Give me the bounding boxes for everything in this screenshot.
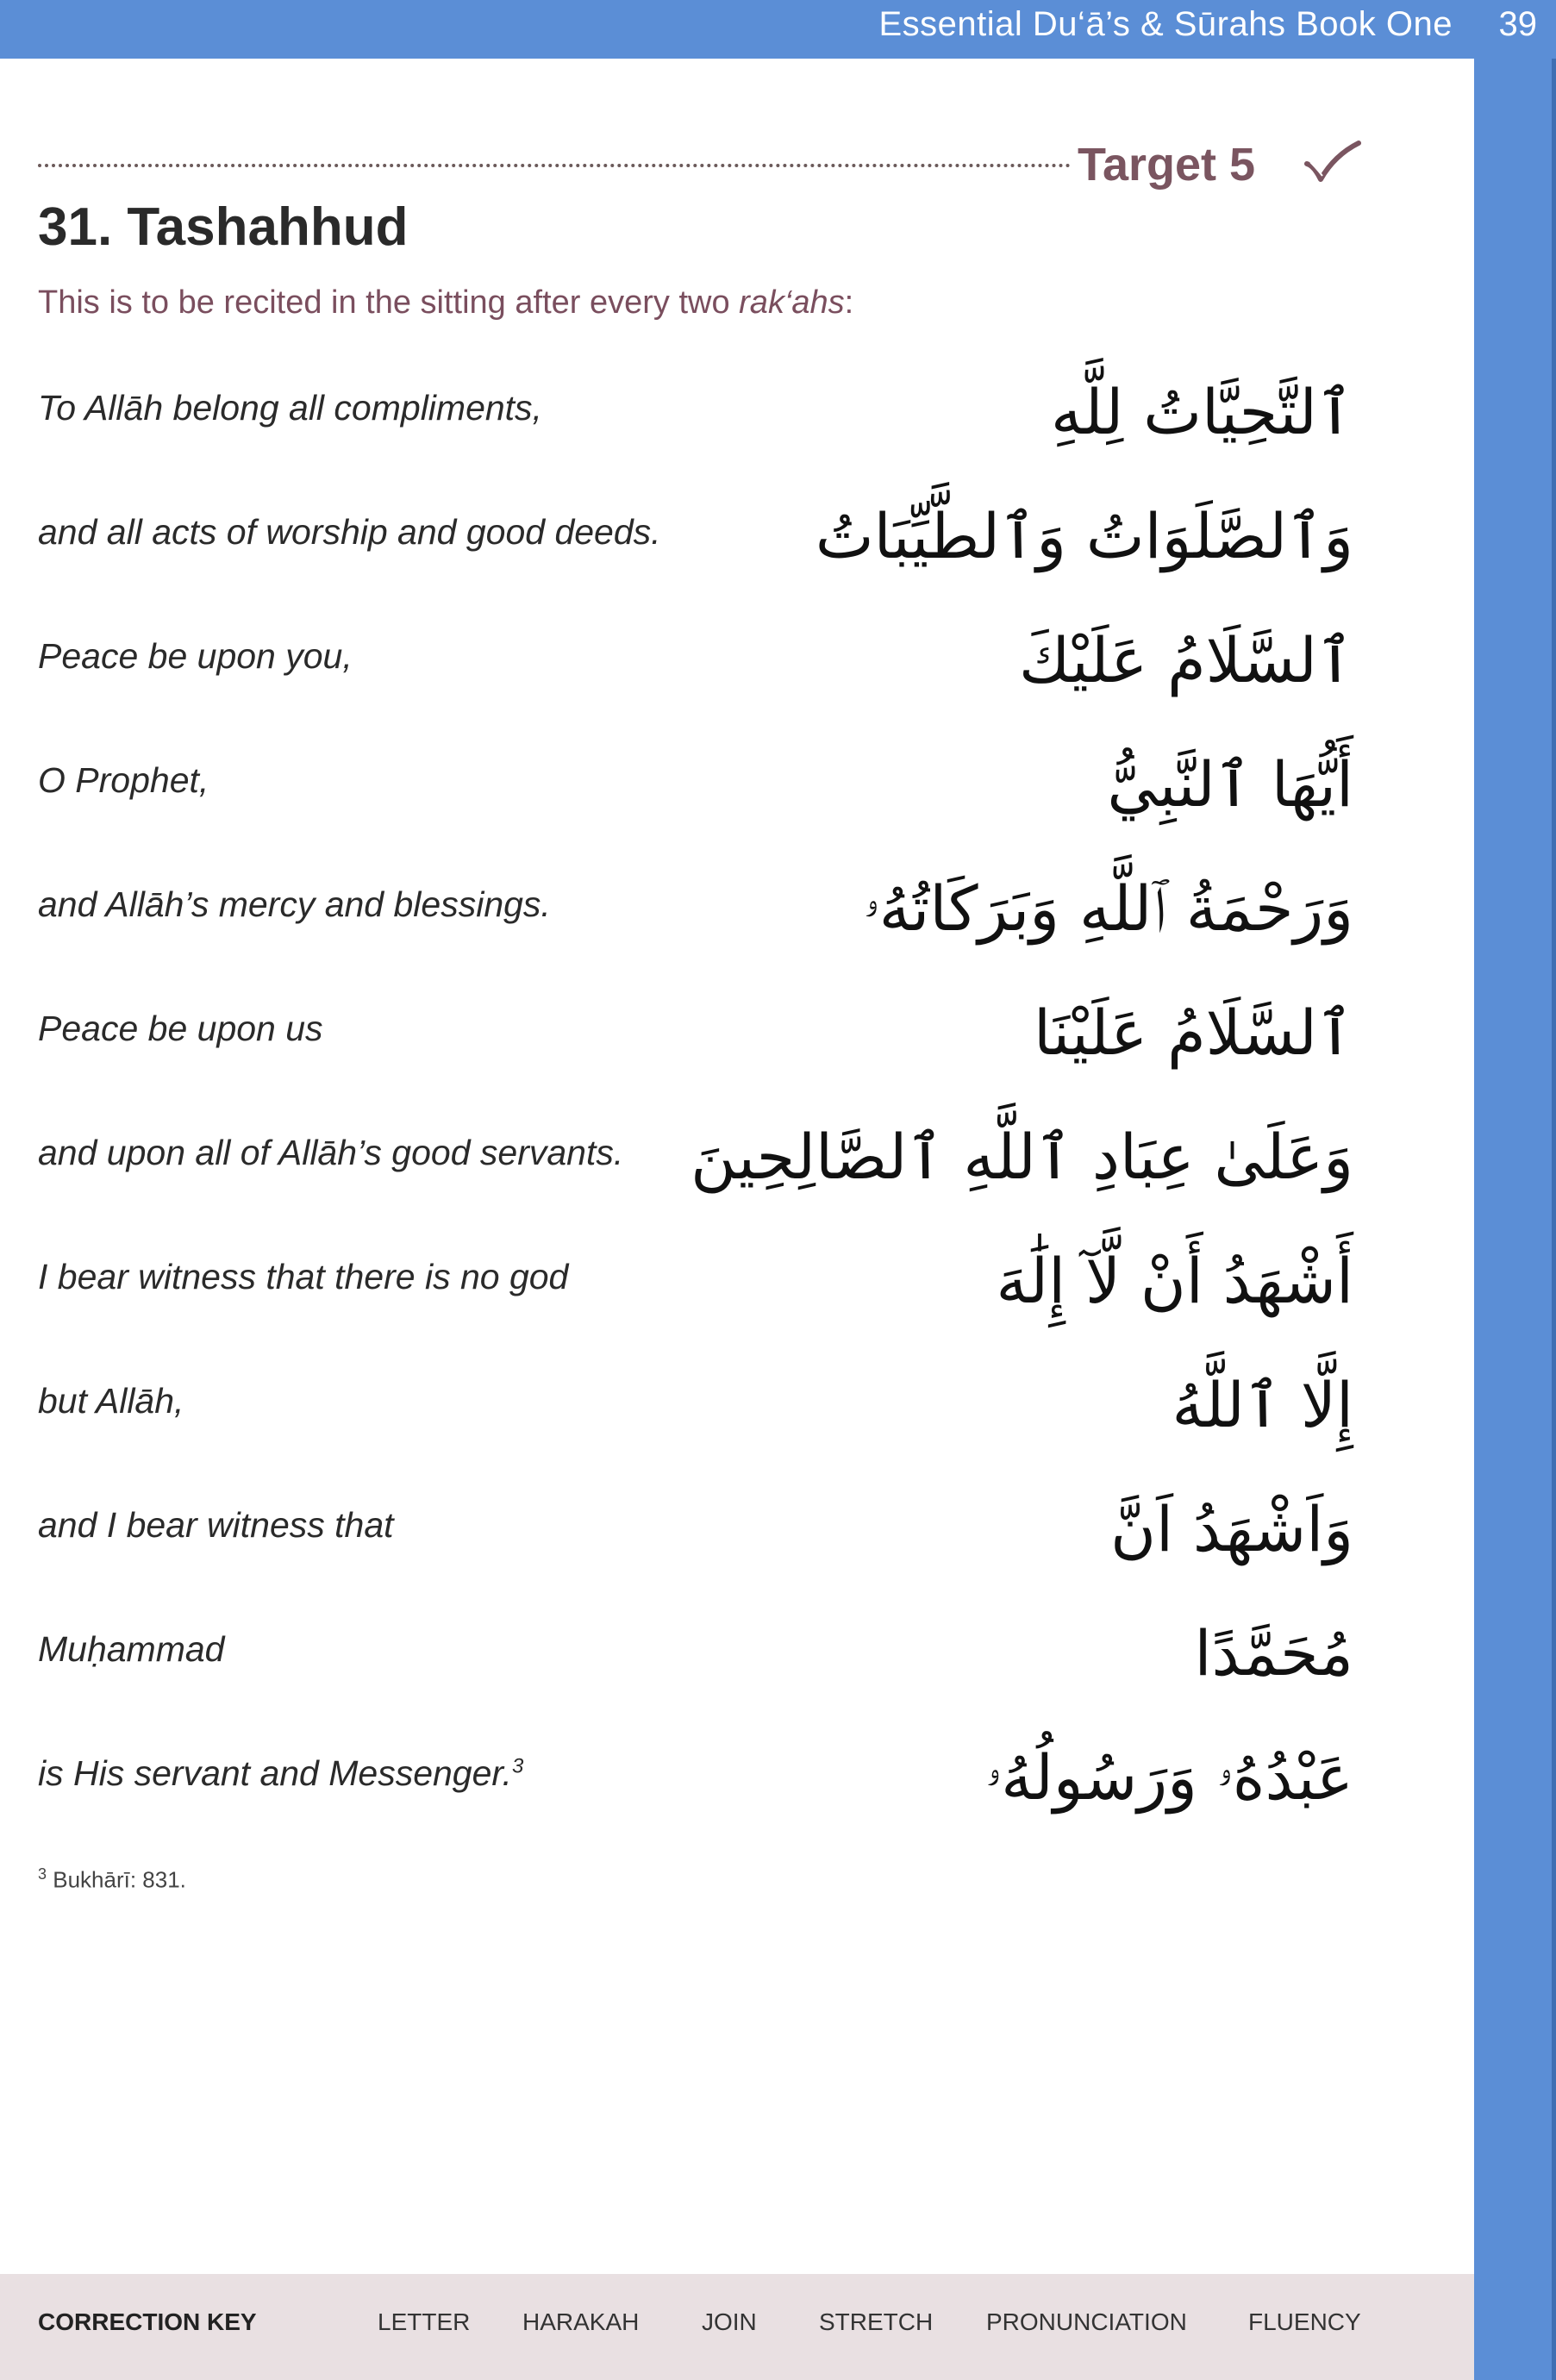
arabic-line: وَاَشْهَدُ اَنَّ xyxy=(1110,1493,1353,1565)
section-title: 31. Tashahhud xyxy=(38,197,409,257)
footnote-text: Bukhārī: 831. xyxy=(53,1866,186,1893)
section-intro xyxy=(38,284,853,322)
english-line-with-footnote xyxy=(38,1753,523,1794)
dua-line xyxy=(0,376,1465,512)
target-dotted-line xyxy=(38,164,1071,167)
dua-line xyxy=(0,1245,1465,1381)
arabic-line: أَيُّهَا ٱلنَّبِيُّ xyxy=(1107,748,1353,821)
dua-line xyxy=(0,1369,1465,1505)
correction-key-heading: CORRECTION KEY xyxy=(38,2308,257,2335)
key-item-fluency: FLUENCY xyxy=(1248,2308,1361,2335)
intro-text: This is to be recited in the sitting after every two xyxy=(38,284,730,321)
correction-key-bar xyxy=(0,2274,1474,2380)
english-line: but Allāh, xyxy=(38,1381,184,1421)
dua-line xyxy=(0,996,1465,1133)
checkmark-icon xyxy=(1302,138,1362,190)
arabic-line: وَرَحْمَةُ ٱللَّهِ وَبَرَكَاتُهُۥ xyxy=(863,872,1353,945)
target-label: Target 5 xyxy=(1078,139,1256,191)
dua-line xyxy=(0,872,1465,1009)
english-line: is His servant and Messenger. xyxy=(38,1753,512,1793)
english-line: O Prophet, xyxy=(38,760,209,800)
key-item-harakah: HARAKAH xyxy=(522,2308,640,2335)
page-edge-strip xyxy=(1474,59,1556,2380)
dua-line xyxy=(0,500,1465,636)
english-line: Muḥammad xyxy=(38,1629,225,1669)
english-line: I bear witness that there is no god xyxy=(38,1257,569,1296)
page-edge-shade xyxy=(1552,59,1556,2380)
english-line: and upon all of Allāh’s good servants. xyxy=(38,1133,624,1172)
footnote-number: 3 xyxy=(38,1865,47,1883)
page-header xyxy=(0,0,1556,59)
dua-line xyxy=(0,1741,1465,1877)
key-item-join: JOIN xyxy=(702,2308,757,2335)
arabic-line: إِلَّا ٱللَّهُ xyxy=(1172,1369,1353,1441)
page-number: 39 xyxy=(1498,5,1537,43)
arabic-line: أَشْهَدُ أَنْ لَّآ إِلَٰهَ xyxy=(996,1245,1353,1317)
intro-italic-term: rak‘ahs xyxy=(739,284,845,321)
key-item-pronunciation: PRONUNCIATION xyxy=(986,2308,1187,2335)
english-line: and all acts of worship and good deeds. xyxy=(38,512,661,552)
key-item-stretch: STRETCH xyxy=(819,2308,934,2335)
english-line: Peace be upon us xyxy=(38,1009,323,1048)
dua-line xyxy=(0,748,1465,884)
arabic-line: وَٱلصَّلَوَاتُ وَٱلطَّيِّبَاتُ xyxy=(815,500,1353,572)
arabic-line: ٱلتَّحِيَّاتُ لِلَّهِ xyxy=(1050,376,1353,448)
arabic-line: وَعَلَىٰ عِبَادِ ٱللَّهِ ٱلصَّالِحِينَ xyxy=(691,1121,1353,1193)
dua-line xyxy=(0,1121,1465,1257)
english-line: To Allāh belong all compliments, xyxy=(38,388,542,428)
arabic-line: عَبْدُهُۥ وَرَسُولُهُۥ xyxy=(985,1741,1353,1814)
english-line: Peace be upon you, xyxy=(38,636,353,676)
key-item-letter: LETTER xyxy=(378,2308,471,2335)
intro-colon: : xyxy=(844,284,854,321)
book-title: Essential Du‘ā’s & Sūrahs Book One xyxy=(878,5,1453,43)
dua-line xyxy=(0,1617,1465,1753)
arabic-line: مُحَمَّدًا xyxy=(1194,1617,1353,1690)
dua-line xyxy=(0,624,1465,760)
dua-line xyxy=(0,1493,1465,1629)
footnote-marker: 3 xyxy=(511,1754,524,1778)
arabic-line: ٱلسَّلَامُ عَلَيْكَ xyxy=(1019,624,1353,697)
arabic-line: ٱلسَّلَامُ عَلَيْنَا xyxy=(1034,996,1353,1069)
footnote xyxy=(38,1865,186,1894)
english-line: and Allāh’s mercy and blessings. xyxy=(38,884,551,924)
english-line: and I bear witness that xyxy=(38,1505,394,1545)
